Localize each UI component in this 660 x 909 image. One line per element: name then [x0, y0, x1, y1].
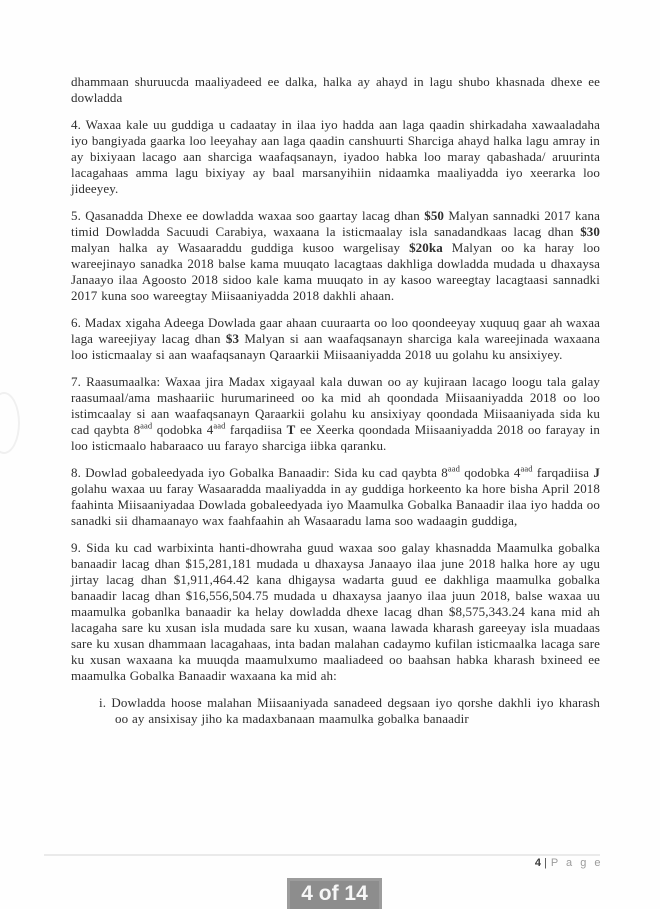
bold-text: $30 — [580, 224, 600, 239]
text-run: ee Xeerka qoondada Miisaaniyadda 2018 oo farayay in loo isticmaalo habaraaco uu farayo sharciga iibka qaranku. — [71, 422, 600, 453]
paragraph — [71, 465, 600, 529]
text-run: Malyan sannadki 2017 kana timid Dowladda Sacuudi Carabiya, waxaana la isticmaalay isla sanadandkaas lacag dhan — [71, 208, 600, 239]
paragraph — [71, 74, 600, 106]
text-run: Malyan si aan waafaqsanayn sharciga kala wareejinada waxaana loo isticmaalay si aan waafaqsanayn Qaraarkii Miisaaniyadda 2018 uu golahu ku ansixiyey. — [71, 331, 600, 362]
superscript-text: aad — [140, 420, 153, 431]
page-indicator-overlay — [287, 878, 382, 909]
text-run: 6. Madax xigaha Adeega Dowlada gaar ahaan cuuraarta oo loo qoondeeyay xuquuq gaar ah waxaa laga wareejiyay lacag dhan — [71, 315, 600, 346]
text-run: 7. Raasumaalka: Waxaa jira Madax xigayaal kala duwan oo ay kujiraan lacago loogu tala galay raasumaal/ama mashaariic hurumarineed oo ka mid ah qoondada Miisaaniyadda 2018 oo loo istimcaalay si aan waafaqsanayn Qaraarkii golahu ku ansixiyay qoondada Miisaaniyada sida ku cad qaybta 8 — [71, 374, 600, 437]
text-run: 4. Waxaa kale uu guddiga u cadaatay in ilaa iyo hadda aan laga qaadin shirkadaha xawaaladaha iyo bangiyada gaarka loo leeyahay aan laga qaadin canshuurti Sharciga ahayd halka lagu amray in ay bixiyaan lacago aan sharciga waafaqsanayn, iyadoo habka loo maray qabashada/ aruurinta lacagahaas amma lagu bixiyay ay baal marsanyihiin nidaamka maaliyadda iyo xeerarka loo jideeyey. — [71, 117, 600, 196]
text-run: farqadiisa — [532, 465, 594, 480]
text-run: Malyan oo ka haray loo wareejinayo sanadka 2018 balse kama muuqato lacagtaas dakhliga dowladda mudada u dhaxaysa Janaayo ilaa Agoosto 2018 sidoo kale kama muuqato in ay kasoo wareegtay lacagtaasi sannadki 2017 kuna soo wareegtay Miisaaniyadda 2018 dakhli ahaan. — [71, 240, 600, 303]
bold-text: $20ka — [409, 240, 443, 255]
paragraph — [71, 208, 600, 304]
paragraph — [71, 374, 600, 454]
footer-page-label: P a g e — [550, 857, 603, 869]
text-run: 9. Sida ku cad warbixinta hanti-dhowraha guud waxaa soo galay khasnadda Maamulka gobalka banaadir lacag dhan $15,281,181 mudada u dhaxaysa Janaayo ilaa june 2018 halka hore ay ugu jirtay lacag dhan $1,911,464.42 kana dhigaysa wadarta guud ee dakhliga maamulka gobalka banaadir lacag dhan $16,556,504.75 mudada u dhaxaysa jaanyo ilaa juun 2018, balse waxaa uu maamulka gobanlka banaadir ka helay dowladda dhexe lacag dhan $8,575,343.24 kana mid ah lacagaha sare ku xusan isla mudada sare ku xusan, waana lawada kharash gareeyay isla muadaas sare ku xusan dhammaan lacagahaas, inta badan malahan cadaymo kufilan isticmaalka lacaga sare ku xusan waxaana ka muuqda maamulxumo maaliadeed oo baahsan habka kharash bxineed ee maamulka Gobalka Banaadir waxaana ka mid ah: — [71, 540, 600, 683]
text-run: farqadiisa — [225, 422, 287, 437]
text-run: qodobka 4 — [152, 422, 214, 437]
paragraph — [71, 540, 600, 684]
bold-text: $50 — [424, 208, 445, 223]
bold-text: J — [593, 465, 600, 480]
paragraph — [71, 117, 600, 197]
text-run: golahu waxaa uu faray Wasaaradda maaliyadda in ay guddiga horkeento ka hore bisha April 2018 faahinta Miisaaniyadaa Dowlada gobaleedyada iyo Maamulka Gobalka Banaadir ilaa iyo hadda oo sanadki sii dhamaanayo wax faahfaahin ah Wasaaradu lama soo wadaagin guddiga, — [71, 481, 600, 528]
bold-text: T — [286, 422, 296, 437]
text-run: 5. Qasanadda Dhexe ee dowladda waxaa soo gaartay lacag dhan — [71, 208, 425, 223]
document-body — [71, 74, 600, 727]
text-run: qodobka 4 — [459, 465, 521, 480]
list-item — [71, 695, 600, 727]
footer-divider — [44, 854, 600, 856]
bold-text: $3 — [225, 331, 240, 346]
scan-artifact-arc — [0, 392, 20, 454]
page-footer — [535, 857, 603, 869]
text-run: dhammaan shuruucda maaliyadeed ee dalka, halka ay ahayd in lagu shubo khasnada dhexe ee dowladda — [71, 74, 600, 105]
paragraph — [71, 315, 600, 363]
text-run: malyan halka ay Wasaaraddu guddiga kusoo wargelisay — [71, 240, 410, 255]
text-run: i. Dowladda hoose malahan Miisaaniyada sanadeed degsaan iyo qorshe dakhli iyo kharash oo ay ansixisay jiho ka madaxbanaan maamulka gobalka banaadir — [99, 695, 600, 726]
footer-separator: | — [543, 857, 547, 869]
footer-page-number: 4 — [534, 857, 541, 869]
page-indicator-label: 4 of 14 — [301, 882, 368, 905]
superscript-text: aad — [520, 463, 533, 474]
superscript-text: aad — [213, 420, 226, 431]
text-run: 8. Dowlad gobaleedyada iyo Gobalka Banaadir: Sida ku cad qaybta 8 — [71, 465, 448, 480]
superscript-text: aad — [447, 463, 460, 474]
